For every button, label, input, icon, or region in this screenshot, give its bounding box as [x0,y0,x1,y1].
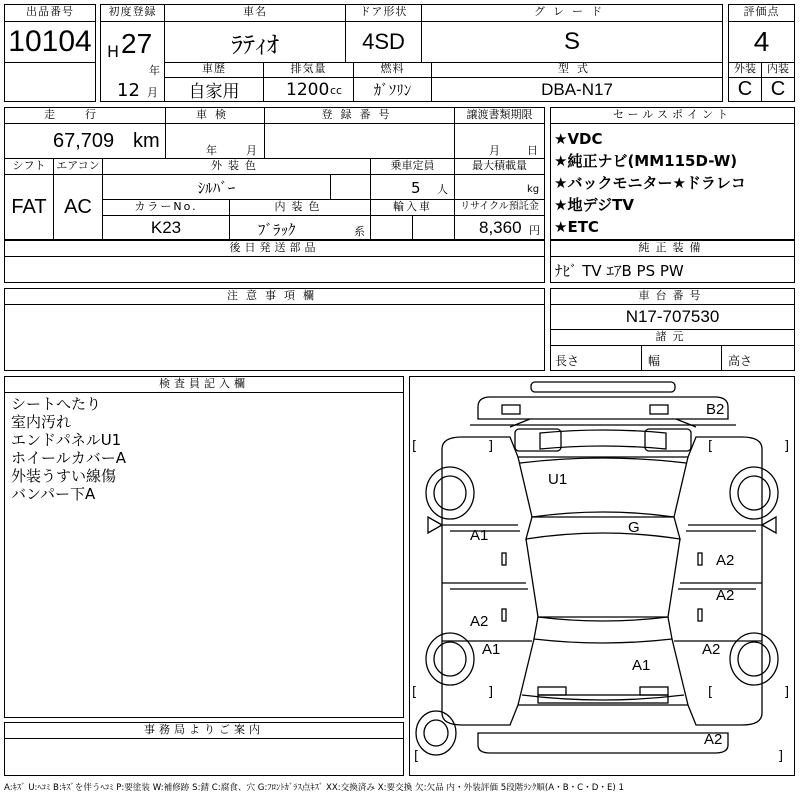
transfer-cell [454,123,545,159]
damage-mark: A2 [702,641,721,658]
recycle-label: リサイクル預託金 [455,200,544,214]
capacity-label: 乗車定員 [371,159,454,173]
dims-label: 諸元 [551,330,794,344]
import-label-cell [370,199,455,216]
inspection-month-unit: 月 [246,144,257,157]
sales-points-label: セールスポイント [551,108,794,122]
score-label-cell [728,4,795,22]
sales-points-label-cell [550,107,795,124]
car-name: ﾗﾃｨｵ [164,21,346,63]
model-value: DBA-N17 [431,77,723,102]
inspector-line: バンパー下A [11,485,96,503]
car-name-label: 車名 [165,5,345,19]
notes-box [4,304,545,371]
genuine-box [550,256,795,283]
recycle-unit: 円 [529,224,540,237]
bracket-mark: ] [488,439,494,454]
grade-value: S [421,21,723,63]
notes-label-cell [4,288,545,305]
bracket-mark: [ [412,685,418,700]
recycle-label-cell [454,199,545,216]
chassis-label: 車台番号 [551,289,794,303]
int-color-label-cell [229,199,371,216]
load-unit: kg [527,184,540,195]
reg-year: 27 [121,28,153,59]
car-outline [410,377,794,775]
bracket-mark: [ [414,749,420,764]
load-label: 最大積載量 [455,159,544,173]
lot-label: 出品番号 [5,5,95,19]
import-label: 輸入車 [371,200,454,214]
first-reg-cell [100,21,165,102]
damage-mark: U1 [548,471,568,488]
inspector-label-cell [4,376,404,393]
inspector-line: 室内汚れ [11,413,72,431]
dims-label-cell [550,329,795,346]
exterior-value: C [728,77,762,102]
bracket-mark: [ [412,439,418,454]
load-cell [454,174,545,200]
bracket-mark: [ [708,439,714,454]
fuel-label-cell [353,62,432,78]
reg-no-label: 登録番号 [265,108,454,122]
displacement-label-cell [263,62,354,78]
capacity-value: 5 [411,179,421,197]
int-color-unit: 系 [354,225,365,238]
score-value: 4 [728,21,795,63]
later-parts-label-cell [4,240,545,257]
ext-color-aux [330,174,371,200]
reg-no-label-cell [264,107,455,124]
color-no-label-cell [102,199,230,216]
color-no-label: カラーNo. [103,200,229,214]
lot-blank [4,62,96,102]
fuel-label: 燃料 [354,63,431,75]
shift-value: FAT [4,174,54,240]
sales-point-item: ★VDC [554,130,603,148]
load-label-cell [454,158,545,175]
lot-number: 10104 [4,21,96,63]
capacity-cell [370,174,455,200]
lot-label-cell [4,4,96,22]
damage-mark: A1 [482,641,501,658]
bracket-mark: ] [488,685,494,700]
inspector-box [4,392,404,718]
inspector-line: シートへたり [11,395,102,413]
sales-points-box [550,123,795,240]
damage-mark: B2 [706,401,725,418]
sales-point-item: ★ETC [554,218,599,236]
displacement-value: 1200 [286,80,330,100]
damage-diagram [409,376,795,776]
inspector-label: 検査員記入欄 [5,377,403,391]
capacity-label-cell [370,158,455,175]
model-label: 型式 [432,63,722,75]
genuine-label-cell [550,240,795,257]
inspection-cell [165,123,265,159]
reg-year-unit: 年 [149,64,160,77]
history-label-cell [164,62,264,78]
notes-label: 注意事項欄 [5,289,544,303]
car-name-label-cell [164,4,346,22]
int-color-label: 内装色 [230,200,370,214]
inspector-line: ホイールカバーA [11,449,126,467]
interior-label: 内装 [762,63,794,75]
displacement-cell [263,77,354,102]
chassis-value: N17-707530 [550,304,795,330]
inspector-line: エンドパネルU1 [11,431,122,449]
exterior-label-cell [728,62,762,78]
damage-mark: A2 [716,587,735,604]
sales-point-item: ★バックモニター★ドラレコ [554,174,746,192]
dims-length [550,345,642,371]
shift-label-cell [4,158,54,175]
model-label-cell [431,62,723,78]
grade-label: グレード [422,5,722,19]
score-label: 評価点 [729,5,794,19]
recycle-value: 8,360 [479,218,522,237]
int-color-value: ﾌﾞﾗｯｸ [258,221,296,239]
office-label: 事務局よりご案内 [5,723,403,737]
chassis-label-cell [550,288,795,305]
grade-label-cell [421,4,723,22]
bracket-mark: ] [784,685,790,700]
bracket-mark: [ [708,685,714,700]
later-parts-label: 後日発送部品 [5,241,544,255]
recycle-cell [454,215,545,240]
transfer-label-cell [454,107,545,124]
office-box [4,738,404,776]
mileage-unit: km [133,130,160,152]
reg-month-unit: 月 [147,86,158,99]
door-label-cell [345,4,422,22]
import-b [412,215,455,240]
door-label: ドア形状 [346,5,421,19]
import-a [370,215,413,240]
height-label: 高さ [728,354,753,368]
inspection-year-unit: 年 [206,144,217,157]
dims-height [721,345,795,371]
dims-width [641,345,722,371]
reg-no-cell [264,123,455,159]
history-value: 自家用 [164,77,264,102]
damage-mark: A2 [704,731,723,748]
legend-text: A:ｷｽﾞ U:ﾍｺﾐ B:ｷｽﾞを伴うﾍｺﾐ P:要塗装 W:補修跡 S:錆 C:腐食、穴 G:ﾌﾛﾝﾄｶﾞﾗｽ点ｷｽﾞ XX:交換済み X:要交換 欠:欠品 内・外装評価 5段階ﾗﾝｸ順(A・B・C・D・E) 1 [4,783,624,793]
ac-label-cell [53,158,103,175]
ac-label: エアコン [54,159,102,173]
ext-color-label: 外装色 [103,159,370,173]
displacement-label: 排気量 [264,63,353,75]
fuel-value: ｶﾞｿﾘﾝ [353,77,432,102]
int-color-cell [229,215,371,240]
color-no-value: K23 [102,215,230,240]
inspector-line: 外装うすい線傷 [11,467,117,485]
later-parts-box [4,256,545,283]
damage-mark: A2 [716,552,735,569]
bracket-mark: ] [784,439,790,454]
ac-value: AC [53,174,103,240]
width-label: 幅 [648,354,661,368]
damage-mark: A1 [470,527,489,544]
reg-month: 12 [117,80,140,101]
displacement-unit: cc [330,84,343,97]
ext-color-label-cell [102,158,371,175]
mileage-cell [4,123,166,159]
inspection-label-cell [165,107,265,124]
damage-mark: A1 [632,657,651,674]
damage-mark: G [628,519,640,536]
capacity-unit: 人 [437,183,448,196]
exterior-label: 外装 [729,63,761,75]
inspection-label: 車検 [166,108,264,122]
transfer-month-unit: 月 [489,144,500,157]
door-value: 4SD [345,21,422,63]
mileage-label: 走行 [5,108,165,122]
first-reg-label: 初度登録 [101,5,164,19]
ext-color-value: ｼﾙﾊﾞｰ [102,174,331,200]
bracket-mark: ] [778,749,784,764]
history-label: 車歴 [165,63,263,75]
mileage-label-cell [4,107,166,124]
first-reg-label-cell [100,4,165,22]
interior-value: C [761,77,795,102]
sales-point-item: ★純正ナビ(MM115D-W) [554,152,738,170]
interior-label-cell [761,62,795,78]
sales-point-item: ★地デジTV [554,196,634,214]
damage-mark: A2 [470,613,489,630]
shift-label: シフト [5,159,53,173]
length-label: 長さ [555,354,580,368]
mileage-value: 67,709 [53,130,115,152]
transfer-label: 譲渡書類期限 [455,108,544,122]
genuine-label: 純正装備 [551,241,794,255]
genuine-value: ﾅﾋﾞ TV ｴｱB PS PW [555,262,684,280]
office-label-cell [4,722,404,739]
era: H [107,42,120,61]
transfer-day-unit: 日 [527,144,538,157]
